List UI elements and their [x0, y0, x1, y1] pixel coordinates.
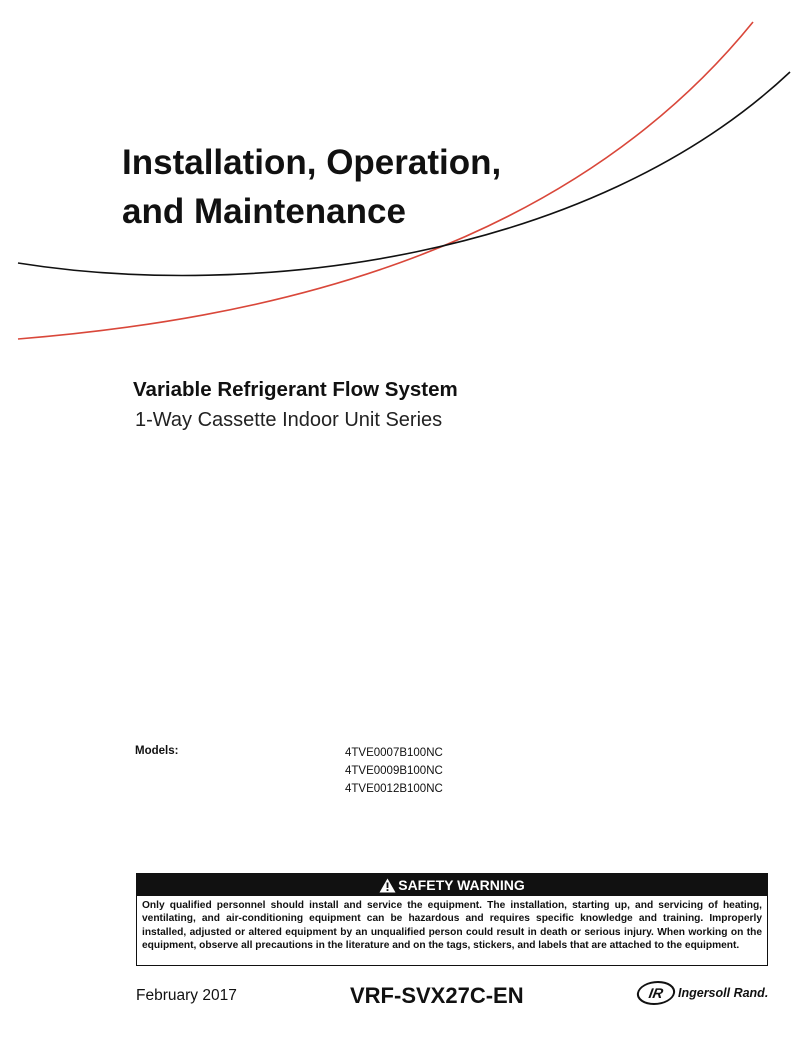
- safety-warning-header: [137, 874, 767, 896]
- product-subtitle: Variable Refrigerant Flow System: [133, 378, 458, 401]
- title-line-1: Installation, Operation,: [122, 143, 502, 182]
- brand-name: Ingersoll Rand.: [678, 986, 769, 1000]
- model-item: 4TVE0009B100NC: [345, 765, 443, 777]
- model-item: 4TVE0012B100NC: [345, 783, 443, 795]
- product-series: 1-Way Cassette Indoor Unit Series: [135, 409, 443, 431]
- document-number: VRF-SVX27C-EN: [350, 983, 524, 1008]
- model-item: 4TVE0007B100NC: [345, 747, 443, 759]
- ir-logo-icon: IR: [635, 981, 677, 1005]
- safety-warning-box: [136, 873, 768, 966]
- safety-warning-title: SAFETY WARNING: [398, 877, 525, 893]
- publication-date: February 2017: [136, 987, 237, 1004]
- safety-warning-text: Only qualified personnel should install and service the equipment. The installation, starting up, and servicing of heating, ventilating, and air-conditioning equipment can be hazardous and requires specific knowledge and training. Improperly installed, adjusted or altered equipment by an unqualified person could result in death or serious injury. When working on the equipment, observe all precautions in the literature and on the tags, stickers, and labels that are attached to the equipment.: [142, 900, 762, 952]
- page-title: [122, 138, 501, 236]
- warning-triangle-icon: [379, 878, 396, 893]
- brand-logo: [637, 978, 768, 1008]
- title-line-2: and Maintenance: [122, 192, 406, 231]
- models-label: Models:: [135, 745, 179, 757]
- models-list: [345, 744, 443, 798]
